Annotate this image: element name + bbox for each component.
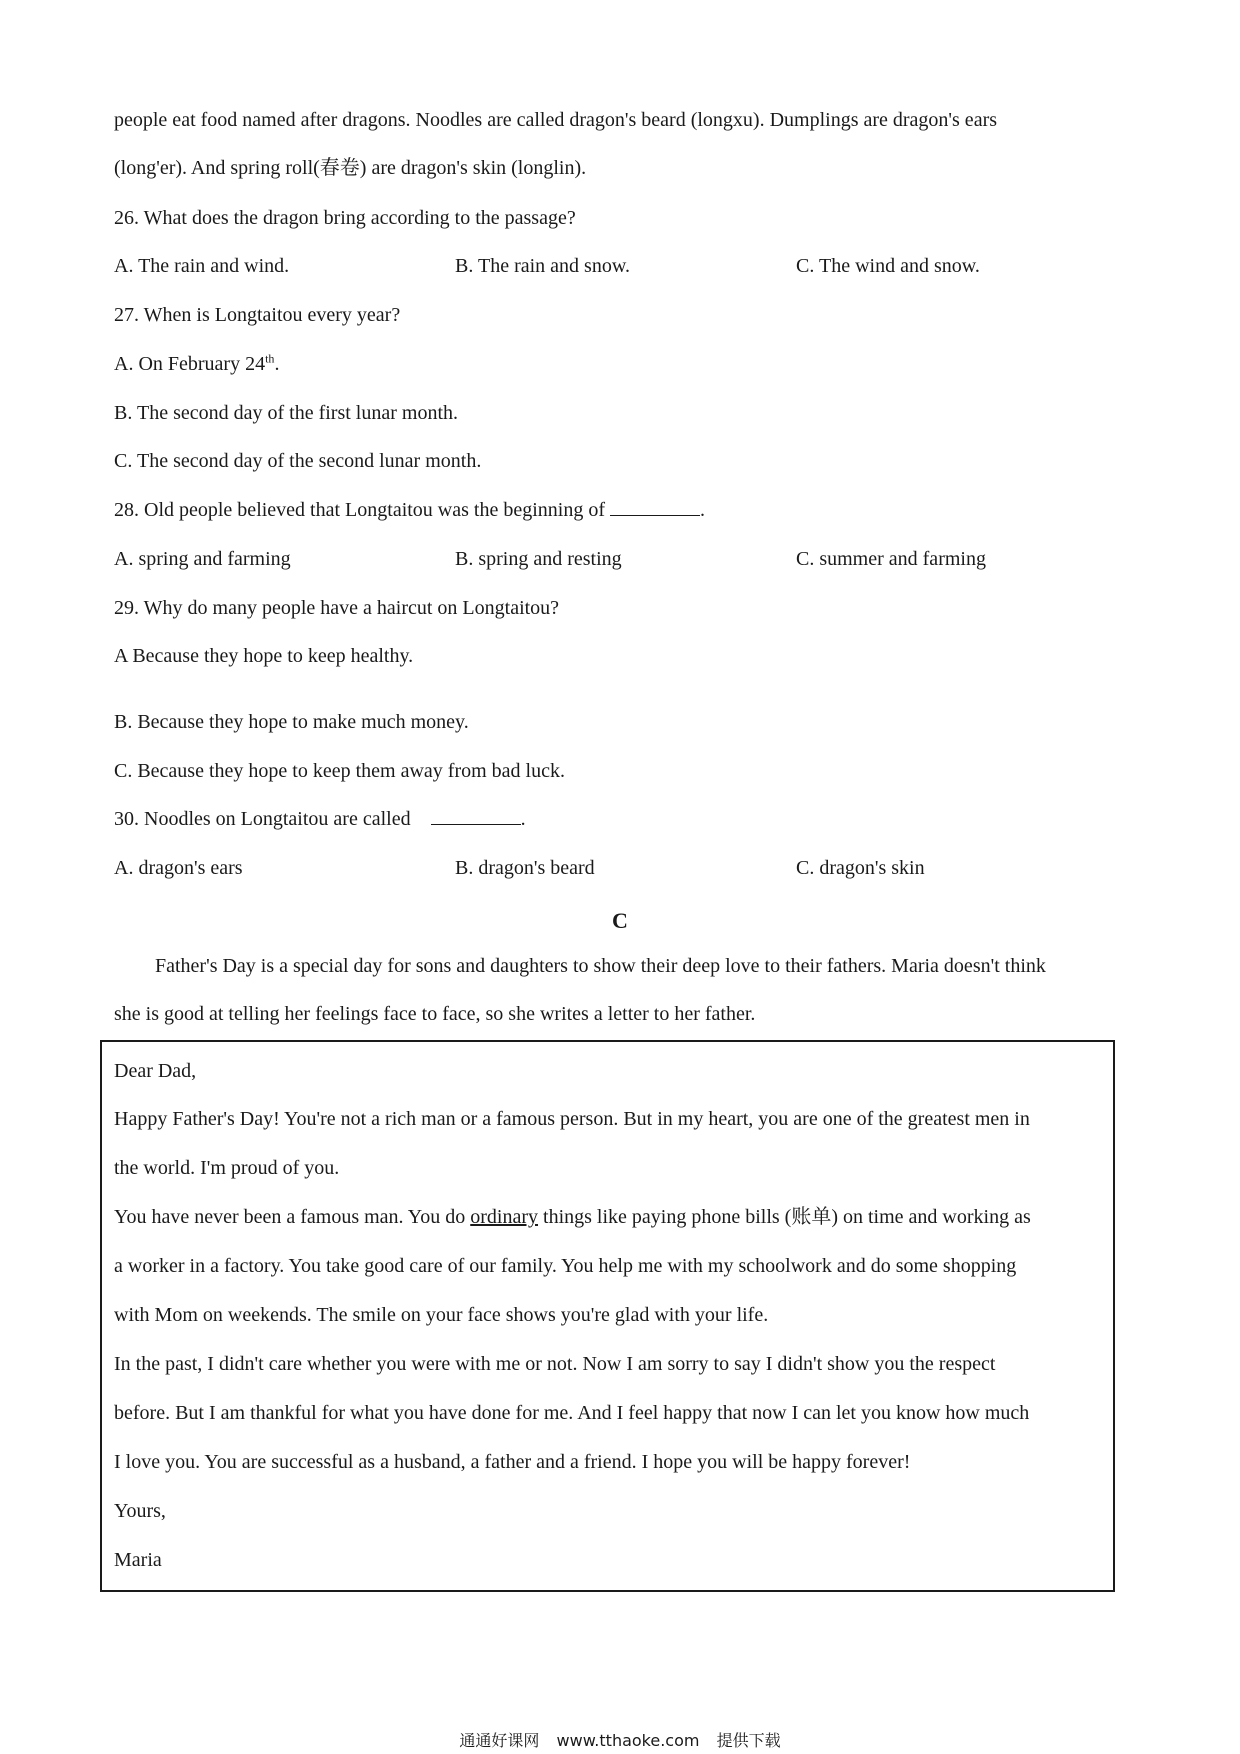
- question-27-option-a: A. On February 24th.: [114, 351, 280, 375]
- answer-blank: [610, 497, 700, 516]
- question-28-option-c: C. summer and farming: [796, 548, 986, 570]
- letter-closing: Yours,: [114, 1500, 166, 1522]
- question-27-option-c: C. The second day of the second lunar month.: [114, 450, 482, 472]
- question-28-stem: 28. Old people believed that Longtaitou was the beginning of .: [114, 499, 705, 521]
- question-29-option-c: C. Because they hope to keep them away from bad luck.: [114, 760, 565, 782]
- letter-text-line: the world. I'm proud of you.: [114, 1157, 340, 1179]
- footer-url[interactable]: www.tthaoke.com: [556, 1731, 700, 1750]
- question-27-option-b: B. The second day of the first lunar month.: [114, 402, 459, 424]
- letter-text-line: You have never been a famous man. You do ordinary things like paying phone bills (账单) on time and working as: [114, 1206, 1031, 1228]
- question-29-option-b: B. Because they hope to make much money.: [114, 711, 469, 733]
- letter-text-line: a worker in a factory. You take good care of our family. You help me with my schoolwork and do some shopping: [114, 1255, 1017, 1277]
- section-heading: C: [612, 908, 628, 933]
- passage-text-line: people eat food named after dragons. Noodles are called dragon's beard (longxu). Dumplings are dragon's ears: [114, 109, 998, 131]
- letter-signature: Maria: [114, 1549, 162, 1571]
- section-c-intro-line: Father's Day is a special day for sons and daughters to show their deep love to their fathers. Maria doesn't think: [155, 955, 1046, 977]
- question-28-option-a: A. spring and farming: [114, 548, 291, 570]
- question-30-option-a: A. dragon's ears: [114, 857, 243, 879]
- section-c-intro-line: she is good at telling her feelings face to face, so she writes a letter to her father.: [114, 1003, 756, 1025]
- question-28-option-b: B. spring and resting: [455, 548, 622, 570]
- question-27-stem: 27. When is Longtaitou every year?: [114, 304, 401, 326]
- letter-text-line: I love you. You are successful as a husband, a father and a friend. I hope you will be happy forever!: [114, 1451, 911, 1473]
- answer-blank: [431, 806, 521, 825]
- question-30-option-c: C. dragon's skin: [796, 857, 925, 879]
- letter-text-line: with Mom on weekends. The smile on your face shows you're glad with your life.: [114, 1304, 769, 1326]
- question-26-stem: 26. What does the dragon bring according to the passage?: [114, 207, 576, 229]
- letter-greeting: Dear Dad,: [114, 1060, 197, 1082]
- passage-text-line: (long'er). And spring roll(春卷) are dragon's skin (longlin).: [114, 157, 587, 179]
- question-29-option-a: A Because they hope to keep healthy.: [114, 645, 414, 667]
- letter-text-line: In the past, I didn't care whether you were with me or not. Now I am sorry to say I didn't show you the respect: [114, 1353, 996, 1375]
- question-30-option-b: B. dragon's beard: [455, 857, 595, 879]
- footer-site-name: 通通好课网: [459, 1731, 540, 1750]
- question-26-option-c: C. The wind and snow.: [796, 255, 980, 277]
- question-29-stem: 29. Why do many people have a haircut on Longtaitou?: [114, 597, 560, 619]
- question-30-stem: 30. Noodles on Longtaitou are called .: [114, 808, 526, 830]
- question-26-option-b: B. The rain and snow.: [455, 255, 630, 277]
- letter-text-line: Happy Father's Day! You're not a rich man or a famous person. But in my heart, you are one of the greatest men in: [114, 1108, 1030, 1130]
- underlined-word: ordinary: [470, 1206, 539, 1228]
- letter-text-line: before. But I am thankful for what you have done for me. And I feel happy that now I can let you know how much: [114, 1402, 1030, 1424]
- page-footer: [0, 1731, 1240, 1751]
- question-26-option-a: A. The rain and wind.: [114, 255, 290, 277]
- footer-tagline: 提供下载: [716, 1731, 781, 1750]
